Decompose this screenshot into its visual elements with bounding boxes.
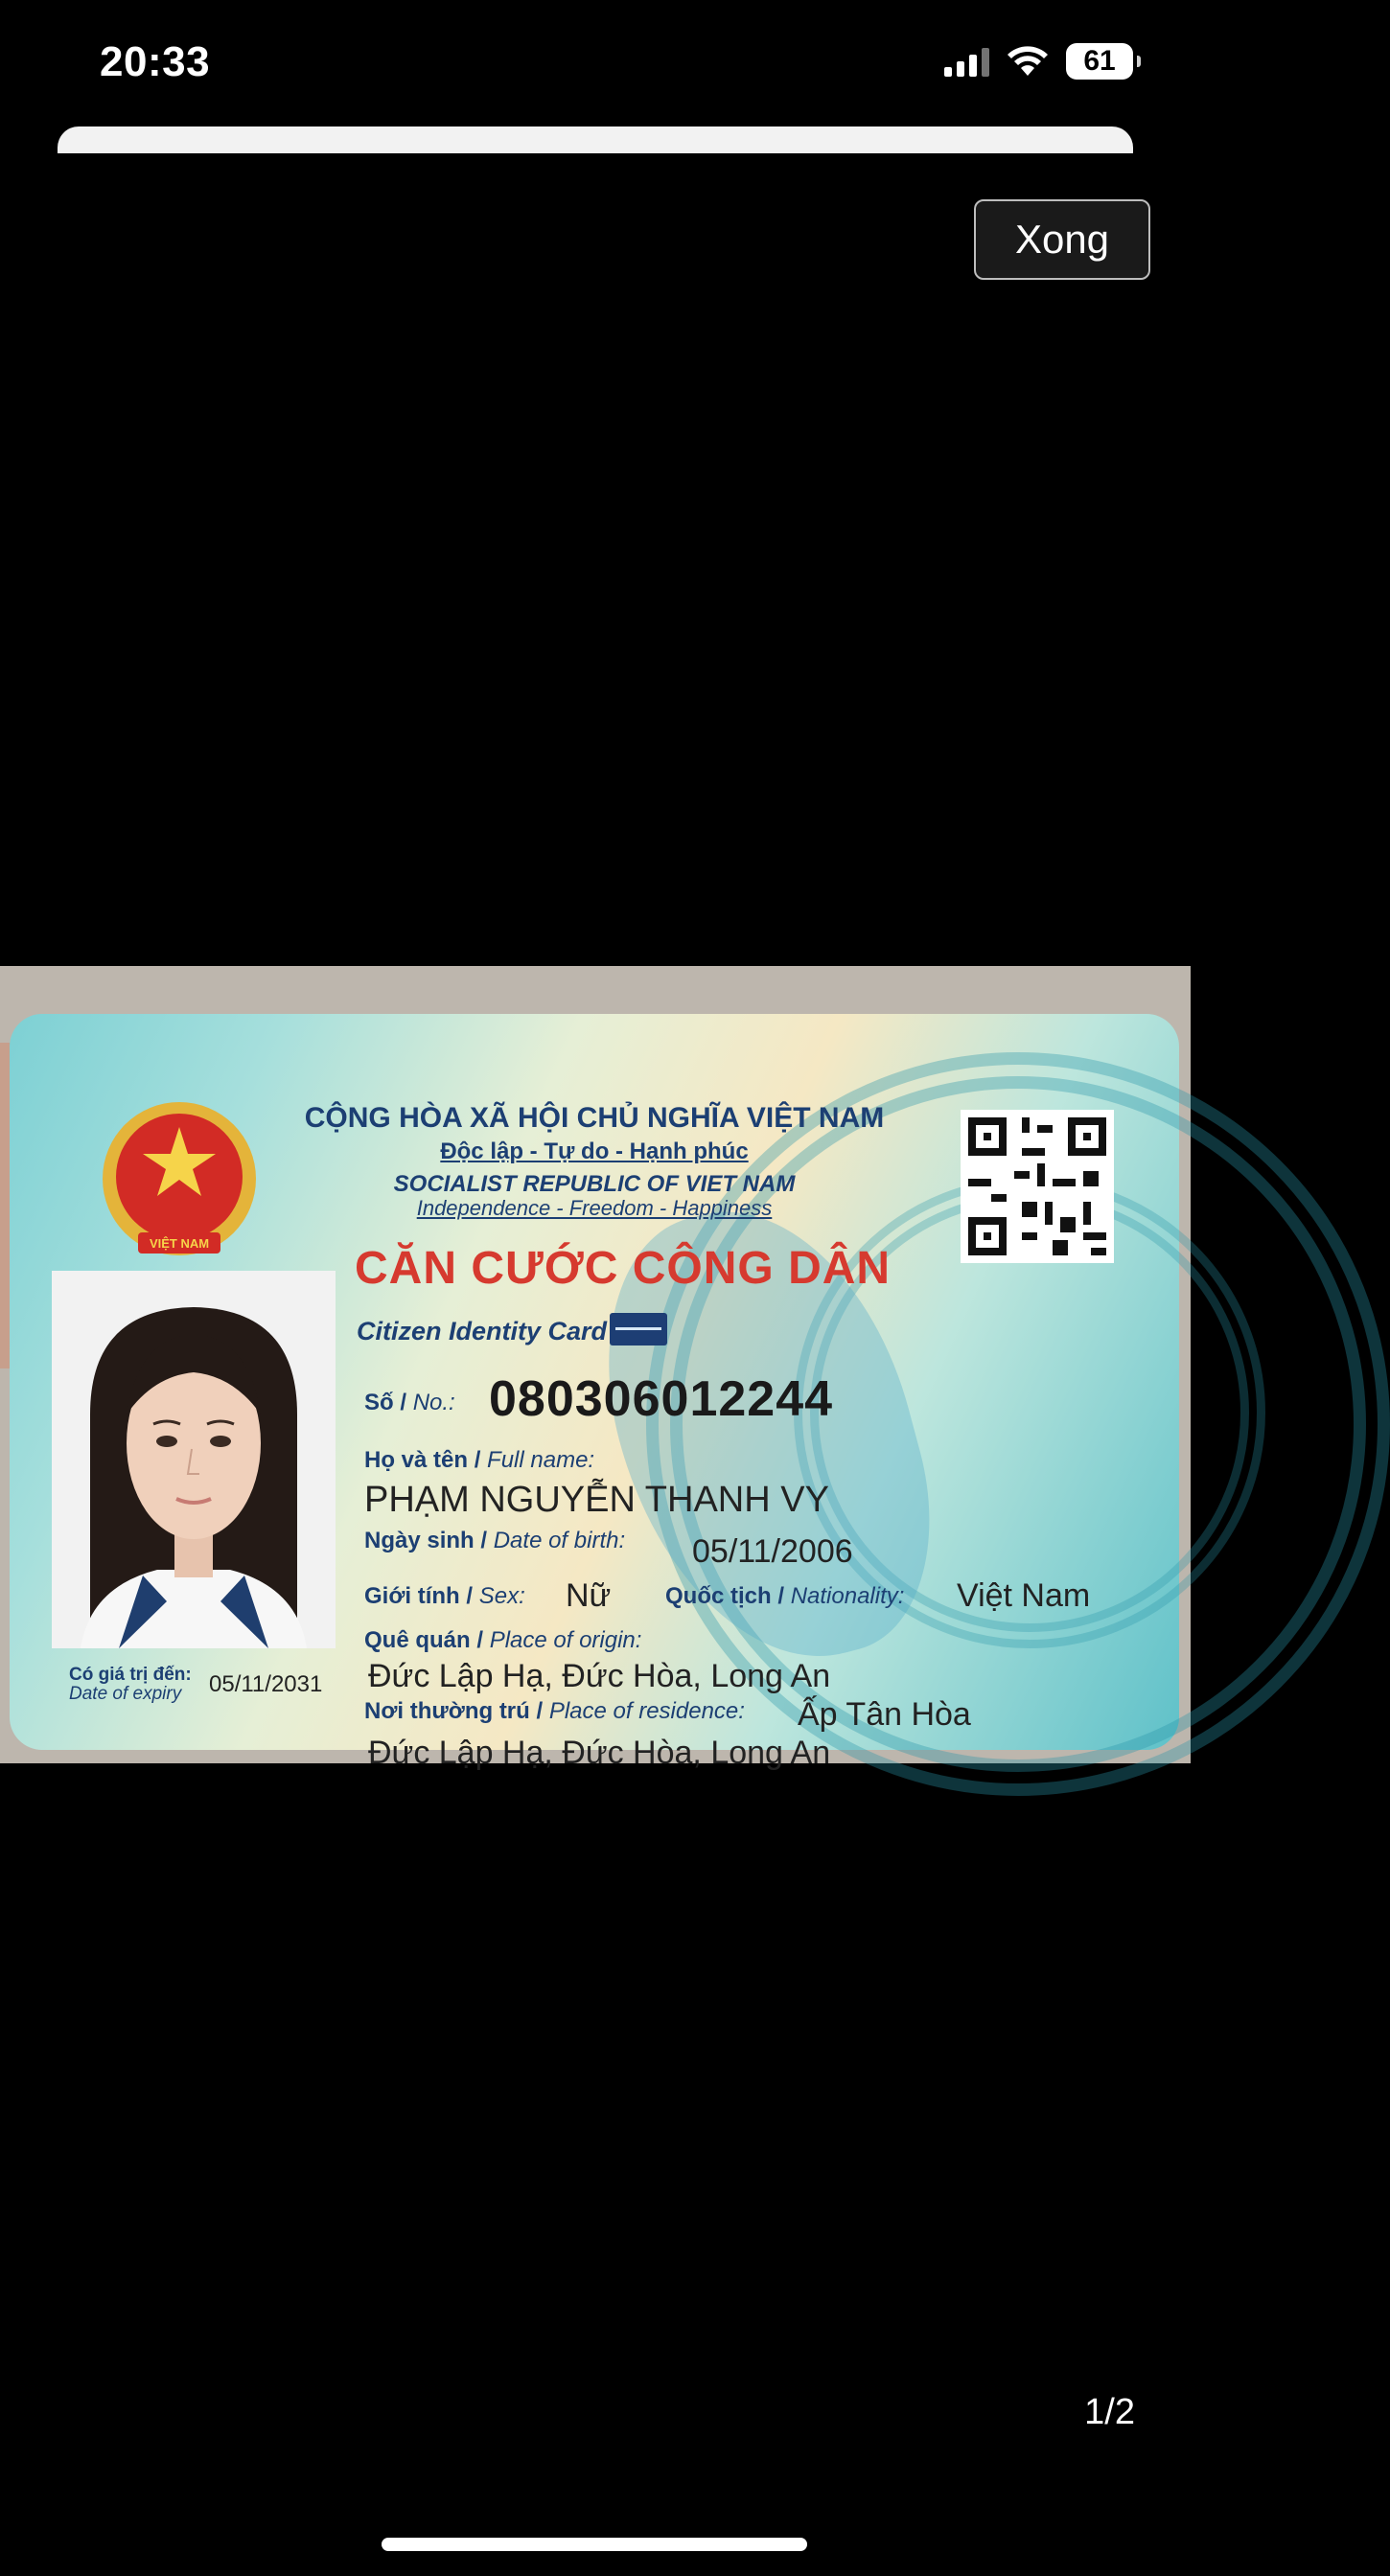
expiry-label: Có giá trị đến: Date of expiry — [69, 1665, 192, 1704]
wifi-icon — [1007, 45, 1049, 78]
name-label: Họ và tên / Full name: — [364, 1447, 595, 1473]
card-header-country-en: SOCIALIST REPUBLIC OF VIET NAM — [393, 1171, 796, 1197]
nationality-value: Việt Nam — [957, 1577, 1091, 1614]
sex-label: Giới tính / Sex: — [364, 1583, 525, 1609]
status-time: 20:33 — [100, 38, 211, 85]
expiry-value: 05/11/2031 — [209, 1671, 323, 1697]
battery-level: 61 — [1083, 45, 1116, 77]
home-indicator[interactable] — [382, 2538, 807, 2551]
qr-code-icon — [961, 1110, 1114, 1263]
card-subtitle: Citizen Identity Card — [357, 1317, 608, 1346]
id-card-photo[interactable] — [0, 966, 1191, 1771]
status-icons — [944, 42, 1133, 80]
id-number: 080306012244 — [489, 1371, 834, 1427]
sex-value: Nữ — [566, 1577, 612, 1614]
residence-line1: Ấp Tân Hòa — [798, 1696, 971, 1733]
origin-value: Đức Lập Hạ, Đức Hòa, Long An — [368, 1658, 831, 1694]
emblem-text: VIỆT NAM — [149, 1236, 210, 1251]
id-card — [10, 1014, 1179, 1771]
cellular-signal-icon — [944, 46, 989, 77]
origin-label: Quê quán / Place of origin: — [364, 1627, 642, 1653]
residence-label: Nơi thường trú / Place of residence: — [364, 1698, 745, 1724]
chip-icon — [610, 1313, 667, 1346]
full-name: PHẠM NGUYỄN THANH VY — [364, 1480, 829, 1520]
page-counter: 1/2 — [1084, 2392, 1135, 2432]
card-header-country-vi: CỘNG HÒA XÃ HỘI CHỦ NGHĨA VIỆT NAM — [304, 1102, 885, 1134]
card-title: CĂN CƯỚC CÔNG DÂN — [355, 1243, 892, 1294]
card-header-motto-vi: Độc lập - Tự do - Hạnh phúc — [440, 1138, 749, 1164]
battery-icon — [1066, 43, 1133, 80]
done-button[interactable]: Xong — [974, 199, 1150, 280]
portrait-photo — [52, 1271, 336, 1648]
dob-label: Ngày sinh / Date of birth: — [364, 1528, 626, 1553]
number-label: Số / No.: — [364, 1390, 455, 1415]
national-emblem-icon — [98, 1100, 261, 1269]
dob-value: 05/11/2006 — [692, 1533, 853, 1570]
card-header-motto-en: Independence - Freedom - Happiness — [416, 1196, 773, 1220]
residence-line2: Đức Lập Hạ, Đức Hòa, Long An — [368, 1735, 831, 1771]
sheet-top-edge — [58, 126, 1133, 153]
nationality-label: Quốc tịch / Nationality: — [665, 1583, 905, 1609]
